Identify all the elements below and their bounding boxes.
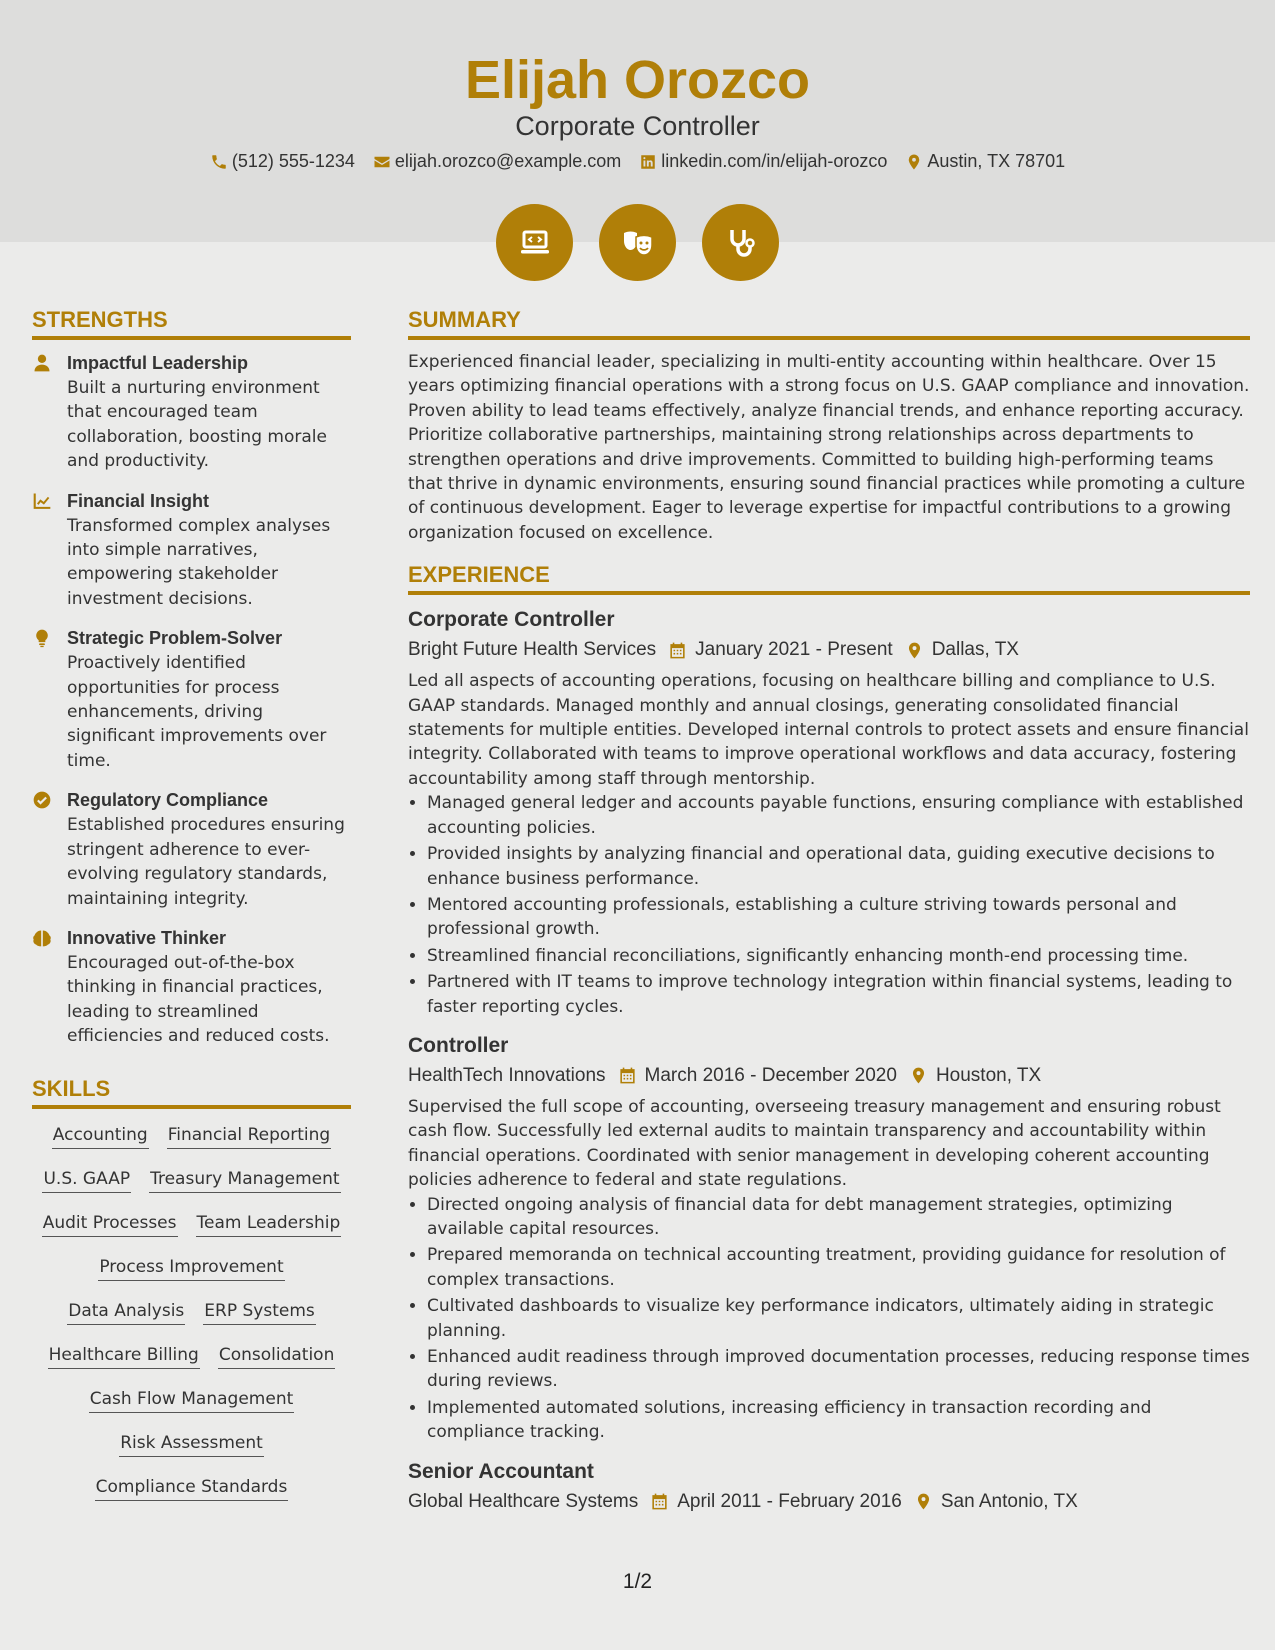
strength-desc: Proactively identified opportunities for process enhancements, driving significant improvements over time. [67, 653, 327, 771]
theater-masks-icon [620, 225, 656, 261]
summary-text: Experienced financial leader, specializing in multi-entity accounting within healthcare. Over 15 years optimizing financial operations with a strong focus on U.S. GAAP compliance and innovation. Proven ability to lead teams effectively, analyze financial trends, and enhance reporting accuracy. Prioritize collaborative partnerships, maintaining strong relationships across departments to strengthen operations and drive improvements. Committed to building high-performing teams that thrive in dynamic environments, ensuring sound financial practices while promoting a culture of continuous development. Eager to leverage expertise for impactful contributions to a growing organization focused on excellence. [408, 352, 1250, 543]
job-title: Senior Accountant [408, 1459, 594, 1483]
skill-tag: Data Analysis [67, 1299, 185, 1325]
strength-item [32, 350, 351, 474]
bullet-item: • Directed ongoing analysis of financial data for debt management strategies, optimizing available capital resources. [427, 1193, 1250, 1242]
strength-item [32, 787, 351, 911]
job-entry [408, 605, 1250, 1019]
bullet-item: • Prepared memoranda on technical accounting treatment, providing guidance for resolution of complex transactions. [427, 1243, 1250, 1292]
bullet-item: • Mentored accounting professionals, establishing a culture striving towards personal and professional growth. [427, 893, 1250, 942]
job-description: Supervised the full scope of accounting, overseeing treasury management and ensuring robust cash flow. Successfully led external audits to maintain transparency and accountability within financial operations. Coordinated with senior management in developing coherent accounting policies adherence to federal and state regulations. [408, 1096, 1221, 1191]
map-marker-icon [909, 1066, 928, 1085]
skills-heading: SKILLS [32, 1075, 351, 1109]
contact-linkedin[interactable] [639, 151, 887, 172]
stethoscope-icon [723, 225, 759, 261]
job-bullets [408, 791, 1250, 1019]
skill-tag: U.S. GAAP [42, 1167, 131, 1193]
right-column [408, 306, 1250, 1521]
bullet-item: • Managed general ledger and accounts payable functions, ensuring compliance with established accounting policies. [427, 791, 1250, 840]
skill-tag: Consolidation [218, 1343, 336, 1369]
strength-item [32, 625, 351, 773]
location-text: Austin, TX 78701 [927, 151, 1066, 171]
calendar-icon [650, 1492, 669, 1511]
strength-desc: Established procedures ensuring stringent adherence to ever-evolving regulatory standards, maintaining integrity. [67, 815, 345, 909]
bullet-item: • Implemented automated solutions, increasing efficiency in transaction recording and compliance tracking. [427, 1396, 1250, 1445]
job-company: Bright Future Health Services [408, 639, 657, 661]
email-text: elijah.orozco@example.com [394, 151, 622, 171]
chart-line-icon [32, 491, 52, 511]
strength-title: Impactful Leadership [67, 353, 249, 373]
job-meta [408, 1061, 1250, 1091]
map-marker-icon [905, 641, 924, 660]
bullet-item: • Streamlined financial reconciliations, significantly enhancing month-end processing time. [427, 944, 1250, 968]
strength-desc: Encouraged out-of-the-box thinking in financial practices, leading to streamlined efficiencies and reduced costs. [67, 952, 330, 1047]
job-location: San Antonio, TX [940, 1490, 1078, 1512]
job-dates: March 2016 - December 2020 [644, 1064, 897, 1086]
linkedin-icon [639, 153, 657, 171]
map-marker-icon [905, 153, 923, 171]
lightbulb-icon [32, 628, 52, 648]
job-meta [408, 1487, 1250, 1517]
strength-title: Regulatory Compliance [67, 790, 269, 811]
skill-tag: Audit Processes [42, 1211, 178, 1237]
contact-email[interactable] [373, 151, 621, 172]
check-circle-icon [32, 790, 52, 810]
job-title: Corporate Controller [408, 608, 615, 632]
job-meta [408, 635, 1250, 665]
map-marker-icon [914, 1492, 933, 1511]
job-description: Led all aspects of accounting operations, focusing on healthcare billing and compliance to U.S. GAAP standards. Managed monthly and annual closings, generating consolidated financial statements for multiple entities. Developed internal controls to protect assets and ensure financial integrity. Collaborated with teams to improve operational workflows and data accuracy, fostering accountability among staff through mentorship. [408, 671, 1249, 789]
skill-tag: ERP Systems [203, 1299, 315, 1325]
job-location: Dallas, TX [931, 639, 1019, 661]
strength-title: Innovative Thinker [67, 927, 227, 948]
skill-tag: Cash Flow Management [89, 1387, 295, 1413]
user-icon [32, 353, 52, 373]
job-entry [408, 1457, 1250, 1517]
job-dates: April 2011 - February 2016 [677, 1490, 902, 1512]
contact-bar [0, 151, 1275, 172]
linkedin-text: linkedin.com/in/elijah-orozco [661, 151, 888, 171]
strengths-heading: STRENGTHS [32, 306, 351, 340]
laptop-code-icon [517, 225, 553, 261]
skill-tag: Compliance Standards [95, 1475, 289, 1501]
job-bullets [408, 1193, 1250, 1445]
interest-circle [496, 204, 573, 281]
contact-phone[interactable] [210, 151, 355, 172]
interest-circle [702, 204, 779, 281]
bullet-item: • Cultivated dashboards to visualize key performance indicators, ultimately aiding in strategic planning. [427, 1294, 1250, 1343]
strength-desc: Transformed complex analyses into simple narratives, empowering stakeholder investment decisions. [67, 515, 331, 609]
skills-list [32, 1119, 351, 1501]
page-number: 1/2 [622, 1570, 653, 1593]
job-company: HealthTech Innovations [408, 1064, 606, 1086]
job-dates: January 2021 - Present [695, 639, 893, 661]
interest-circle [599, 204, 676, 281]
skill-tag: Healthcare Billing [48, 1343, 200, 1369]
brain-icon [32, 928, 52, 948]
skill-tag: Treasury Management [149, 1167, 340, 1193]
summary-heading: SUMMARY [408, 306, 1250, 340]
skill-tag: Risk Assessment [119, 1431, 264, 1457]
interest-icons [0, 204, 1275, 281]
contact-location [905, 151, 1065, 172]
strength-item [32, 925, 351, 1049]
bullet-item: • Provided insights by analyzing financial and operational data, guiding executive decisions to enhance business performance. [427, 842, 1250, 891]
calendar-icon [668, 641, 687, 660]
strength-desc: Built a nurturing environment that encouraged team collaboration, boosting morale and productivity. [67, 378, 327, 472]
phone-icon [210, 153, 228, 171]
strength-title: Strategic Problem-Solver [67, 628, 283, 649]
skill-tag: Team Leadership [196, 1211, 342, 1237]
candidate-title: Corporate Controller [515, 111, 760, 141]
skill-tag: Financial Reporting [167, 1123, 332, 1149]
bullet-item: • Enhanced audit readiness through improved documentation processes, reducing response times during reviews. [427, 1345, 1250, 1394]
job-company: Global Healthcare Systems [408, 1490, 639, 1512]
bullet-item: • Partnered with IT teams to improve technology integration within financial systems, leading to faster reporting cycles. [427, 970, 1250, 1019]
experience-heading: EXPERIENCE [408, 561, 1250, 595]
phone-text: (512) 555-1234 [231, 151, 355, 171]
job-location: Houston, TX [935, 1064, 1042, 1086]
calendar-icon [618, 1066, 637, 1085]
strength-title: Financial Insight [67, 490, 210, 511]
left-column [32, 306, 351, 1501]
job-title: Controller [408, 1033, 509, 1057]
strength-item [32, 488, 351, 612]
skill-tag: Accounting [52, 1123, 149, 1149]
job-entry [408, 1031, 1250, 1445]
skill-tag: Process Improvement [98, 1255, 284, 1281]
candidate-name: Elijah Orozco [464, 50, 811, 110]
envelope-icon [373, 153, 391, 171]
